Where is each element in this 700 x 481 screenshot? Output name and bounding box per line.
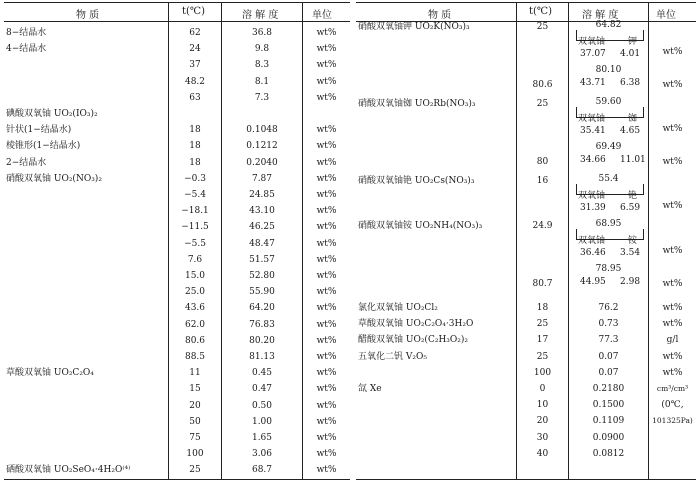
header-unit: 单位 [312,10,332,21]
table-row [356,445,696,463]
solubility-cell: 8.1 [254,76,270,87]
split-value: 37.07 [580,49,606,59]
substance-cell: 氙 Xe [358,384,382,394]
temperature-cell: 100 [186,449,204,460]
substance-cell: 棱锥形(1−结晶水) [6,141,81,152]
solubility-total: 55.4 [598,174,619,184]
unit-cell: wt% [662,246,683,256]
temperature-cell: 100 [533,367,552,378]
substance-cell: 氯化双氧铀 UO₂Cl₂ [358,303,438,313]
right-table [356,2,696,480]
temperature-cell: 18 [189,157,201,168]
split-value: 44.95 [580,277,606,287]
unit-cell: wt% [316,92,337,103]
temperature-cell: 11 [189,368,201,379]
solubility-cell: 64.20 [249,303,275,314]
temperature-cell: 18 [189,125,201,136]
substance-cell: 硝酸双氧铀铵 UO₂NH₄(NO₃)₃ [358,221,483,231]
unit-cell: wt% [316,44,337,55]
temperature-cell: 80.6 [184,335,206,346]
unit-cell: wt% [316,141,337,152]
unit-cell: wt% [316,173,337,184]
temperature-cell: 25 [536,99,549,109]
solubility-total: 64.82 [595,20,622,30]
substance-cell: 硒酸双氧铀 UO₂SeO₄·4H₂O⁽⁴⁾ [6,465,131,476]
unit-cell: wt% [316,254,337,265]
split-label: 双氧铀 [578,114,606,124]
temperature-cell: 50 [189,416,201,427]
unit-cell: wt% [662,201,683,211]
substance-cell: 硝酸双氧铀 UO₂(NO₃)₂ [6,173,102,184]
split-label: 铷 [628,114,638,124]
unit-cell: wt% [316,157,337,168]
unit-cell: wt% [316,76,337,87]
temperature-cell: 80.7 [532,279,553,289]
header-substance: 物 质 [428,10,452,21]
header-solubility: 溶 解 度 [582,10,619,21]
temperature-cell: 17 [536,335,549,346]
substance-cell: 8−结晶水 [6,28,47,38]
split-label: 铯 [628,191,638,201]
unit-cell: wt% [316,190,337,200]
unit-cell: wt% [662,279,683,289]
temperature-cell: 18 [189,141,201,152]
solubility-cell: 0.07 [598,367,619,378]
substance-cell: 草酸双氧铀 UO₂C₂O₄ [6,368,94,379]
split-value: 6.59 [620,203,641,213]
unit-cell: wt% [316,125,337,136]
solubility-cell: 81.13 [249,352,275,362]
substance-cell: 针状(1−结晶水) [6,125,72,136]
solubility-cell: 24.85 [249,190,275,200]
solubility-cell: 52.80 [249,271,275,281]
temperature-cell: 37 [189,60,201,71]
temperature-cell: 24.9 [532,221,553,231]
solubility-cell: 76.2 [598,303,619,313]
substance-cell: 草酸双氧铀 UO₂C₂O₄·3H₂O [358,319,474,330]
table-row [4,461,350,479]
solubility-cell: 7.87 [251,173,273,184]
split-value: 43.71 [580,78,606,88]
split-label: 双氧铀 [578,37,606,47]
temperature-cell: −18.1 [181,206,209,217]
unit-cell: wt% [316,287,337,298]
unit-cell: wt% [662,80,683,90]
unit-cell: wt% [316,335,337,346]
solubility-cell: 1.65 [251,433,273,443]
unit-cell: wt% [316,416,337,427]
temperature-cell: −5.5 [184,238,206,249]
substance-cell: 硝酸双氧铀钾 UO₂K(NO₃)₃ [358,22,470,32]
unit-cell: cm³/cm³ [656,384,689,393]
split-value: 11.01 [620,155,646,165]
unit-cell: wt% [316,238,337,249]
solubility-cell: 55.90 [249,287,275,298]
temperature-cell: 48.2 [184,76,206,87]
solubility-cell: 8.3 [254,60,270,71]
unit-cell: 101325Pa) [652,416,693,426]
temperature-cell: 62 [189,28,201,38]
solubility-cell: 36.8 [251,28,273,38]
unit-cell: wt% [316,60,337,71]
left-table [4,2,350,480]
split-label: 铵 [628,236,638,246]
substance-cell: 4−结晶水 [6,44,47,55]
unit-cell: g/l [666,335,679,346]
solubility-total: 78.95 [595,264,622,274]
solubility-cell: 0.45 [251,368,273,379]
unit-cell: wt% [316,433,337,443]
solubility-cell: 0.1048 [246,125,278,136]
unit-cell: (0℃, [661,400,684,411]
unit-cell: wt% [662,124,683,134]
temperature-cell: 80.6 [532,80,553,90]
temperature-cell: 80 [536,157,549,167]
substance-cell: 碘酸双氧铀 UO₂(IO₃)₂ [6,109,98,119]
split-value: 2.98 [620,277,641,287]
temperature-cell: 25.0 [184,287,206,298]
solubility-cell: 0.0812 [592,448,625,459]
unit-cell: wt% [316,206,337,217]
unit-cell: wt% [662,157,683,167]
unit-cell: wt% [316,384,337,395]
temperature-cell: 24 [189,44,201,55]
compound-entry [356,265,696,303]
solubility-total: 59.60 [595,97,622,107]
unit-cell: wt% [316,303,337,314]
solubility-cell: 80.20 [249,335,275,346]
temperature-cell: 75 [189,433,201,443]
temperature-cell: 25 [536,351,549,362]
header-temp: t(℃) [529,6,553,17]
unit-cell: wt% [662,47,683,57]
solubility-cell: 46.25 [249,222,275,233]
split-value: 31.39 [580,203,606,213]
temperature-cell: 18 [536,303,549,313]
solubility-cell: 7.3 [254,92,270,103]
unit-cell: wt% [662,319,683,330]
unit-cell: wt% [316,222,337,233]
temperature-cell: 25 [189,465,201,476]
substance-cell: 硝酸双氧铀铷 UO₂Rb(NO₃)₃ [358,99,476,109]
solubility-total: 80.10 [595,65,622,75]
solubility-total: 68.95 [595,219,622,229]
temperature-cell: −5.4 [184,190,206,200]
solubility-cell: 77.3 [598,335,619,346]
temperature-cell: 15 [189,384,201,395]
split-value: 4.65 [620,126,641,136]
solubility-cell: 0.1109 [592,416,625,427]
split-value: 3.54 [620,248,641,258]
solubility-cell: 0.2040 [246,157,278,168]
split-value: 4.01 [620,49,641,59]
temperature-cell: 0 [539,384,546,394]
temperature-cell: 25 [536,22,549,32]
unit-cell: wt% [316,400,337,411]
split-value: 36.46 [580,248,606,258]
solubility-cell: 0.07 [598,351,619,362]
unit-cell: wt% [316,28,337,38]
substance-cell: 醋酸双氧铀 UO₂(C₂H₃O₂)₂ [358,335,468,346]
header-temp: t(℃) [182,6,206,17]
temperature-cell: 88.5 [184,352,206,362]
unit-cell: wt% [316,319,337,330]
header-substance: 物 质 [76,10,100,21]
temperature-cell: 40 [536,448,549,459]
solubility-cell: 48.47 [249,238,275,249]
temperature-cell: 20 [189,400,201,411]
left-table-header [4,3,350,22]
solubility-cell: 0.2180 [592,384,625,394]
substance-cell: 2−结晶水 [6,157,47,168]
header-unit: 单位 [656,10,676,21]
unit-cell: wt% [662,303,683,313]
unit-cell: wt% [316,449,337,460]
solubility-cell: 68.7 [251,465,273,476]
substance-cell: 五氧化二钒 V₂O₅ [358,351,427,362]
solubility-cell: 3.06 [251,449,273,460]
split-label: 双氧铀 [578,191,606,201]
temperature-cell: 7.6 [187,254,203,265]
split-value: 6.38 [620,78,641,88]
unit-cell: wt% [316,465,337,476]
temperature-cell: 20 [536,416,549,427]
solubility-cell: 43.10 [249,206,275,217]
solubility-cell: 0.47 [251,384,273,395]
split-value: 35.41 [580,126,606,136]
solubility-cell: 1.00 [251,416,273,427]
unit-cell: wt% [316,271,337,281]
temperature-cell: 16 [536,176,549,186]
substance-cell: 硝酸双氧铀铯 UO₂Cs(NO₃)₃ [358,176,475,186]
solubility-cell: 0.1212 [246,141,278,152]
temperature-cell: 25 [536,319,549,330]
header-solubility: 溶 解 度 [242,10,279,21]
temperature-cell: 63 [189,92,201,103]
unit-cell: wt% [662,367,683,378]
split-label: 双氧铀 [578,236,606,246]
temperature-cell: 10 [536,400,549,411]
split-label: 钾 [628,37,638,47]
temperature-cell: −11.5 [181,222,209,233]
temperature-cell: 15.0 [184,271,206,281]
solubility-cell: 0.0900 [592,432,625,443]
unit-cell: wt% [316,368,337,379]
temperature-cell: 62.0 [184,319,206,330]
solubility-cell: 0.50 [251,400,273,411]
solubility-cell: 9.8 [254,44,270,55]
solubility-cell: 0.1500 [592,400,625,411]
temperature-cell: −0.3 [184,173,206,184]
solubility-cell: 0.73 [598,319,619,330]
temperature-cell: 30 [536,432,549,443]
solubility-cell: 51.57 [249,254,275,265]
unit-cell: wt% [316,352,337,362]
split-value: 34.66 [580,155,606,165]
temperature-cell: 43.6 [184,303,206,314]
solubility-cell: 76.83 [249,319,275,330]
unit-cell: wt% [662,351,683,362]
solubility-total: 69.49 [595,142,622,152]
